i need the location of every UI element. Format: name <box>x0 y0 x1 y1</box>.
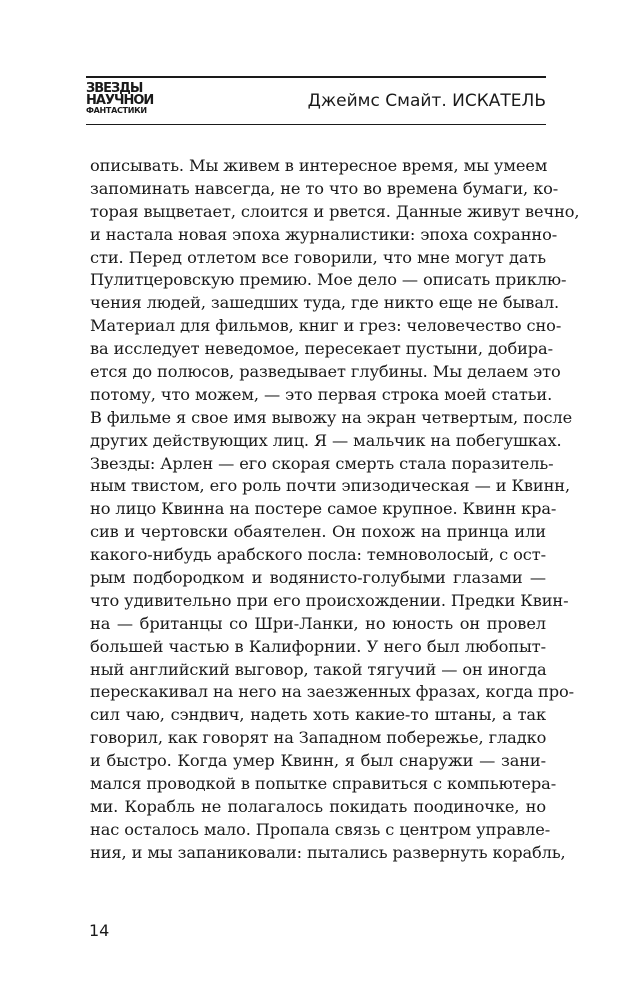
running-head: Джеймс Смайт. ИСКАТЕЛЬ <box>307 91 546 111</box>
text-line: сти. Перед отлетом все говорили, что мне могут дать <box>90 247 546 267</box>
text-line: говорил, как говорят на Западном побережье, гладко <box>90 728 547 748</box>
logo-line-1: ЗВЕЗДЫ <box>86 82 143 94</box>
text-line: что удивительно при его происхождении. Предки Квин- <box>90 590 569 610</box>
text-line: описывать. Мы живем в интересное время, мы умеем <box>90 156 548 175</box>
text-line: и настала новая эпоха журналистики: эпоха сохранно- <box>90 224 558 244</box>
text-line: нас осталось мало. Пропала связь с центром управле- <box>90 819 551 839</box>
text-line: ми. Корабль не полагалось покидать поодиночке, но <box>90 796 546 816</box>
text-line: ва исследует неведомое, пересекает пустыни, добира- <box>90 339 553 359</box>
series-logo <box>86 82 156 120</box>
text-line: В фильме я свое имя вывожу на экран четвертым, после <box>90 407 573 427</box>
text-line: но лицо Квинна на постере самое крупное. Квинн кра- <box>90 499 557 519</box>
text-line: чения людей, зашедших туда, где никто еще не бывал. <box>90 293 560 313</box>
text-line: какого-нибудь арабского посла: темноволосый, с ост- <box>90 545 546 565</box>
text-line: запоминать навсегда, не то что во времена бумаги, ко- <box>90 178 559 198</box>
page-header <box>86 76 546 126</box>
text-line: и быстро. Когда умер Квинн, я был снаружи — зани- <box>90 751 546 771</box>
text-line: ния, и мы запаниковали: пытались развернуть корабль, <box>90 842 566 862</box>
text-line: мался проводкой в попытке справиться с компьютера- <box>90 774 557 794</box>
text-line: Звезды: Арлен — его скорая смерть стала поразитель- <box>90 453 554 473</box>
text-line: торая выцветает, слоится и рвется. Данные живут вечно, <box>90 201 580 221</box>
text-line: ным твистом, его роль почти эпизодическая — и Квинн, <box>90 476 571 496</box>
text-line: рым подбородком и водянисто-голубыми глазами — <box>90 568 546 588</box>
text-line: на — британцы со Шри-Ланки, но юность он провел <box>90 613 546 633</box>
logo-line-3: ФАНТАСТИКИ <box>86 107 147 115</box>
logo-line-2: НАУЧНОЙ <box>86 94 154 106</box>
text-line: Пулитцеровскую премию. Мое дело — описать приклю- <box>90 270 567 290</box>
text-line: большей частью в Калифорнии. У него был любопыт- <box>90 636 546 656</box>
header-bottom-rule <box>86 124 546 125</box>
text-line: ный английский выговор, такой тягучий — он иногда <box>90 659 547 679</box>
text-line: ется до полюсов, разведывает глубины. Мы делаем это <box>90 362 561 382</box>
header-top-rule <box>86 76 546 78</box>
text-line: сил чаю, сэндвич, надеть хоть какие-то штаны, а так <box>90 705 546 725</box>
text-line: перескакивал на него на заезженных фразах, когда про- <box>90 682 575 702</box>
text-line: других действующих лиц. Я — мальчик на побегушках. <box>90 430 562 450</box>
text-line: Материал для фильмов, книг и грез: человечество сно- <box>90 316 562 336</box>
page-number: 14 <box>89 921 110 940</box>
text-line: потому, что можем, — это первая строка моей статьи. <box>90 384 553 404</box>
text-line: сив и чертовски обаятелен. Он похож на принца или <box>90 522 546 542</box>
body-text <box>90 155 580 865</box>
